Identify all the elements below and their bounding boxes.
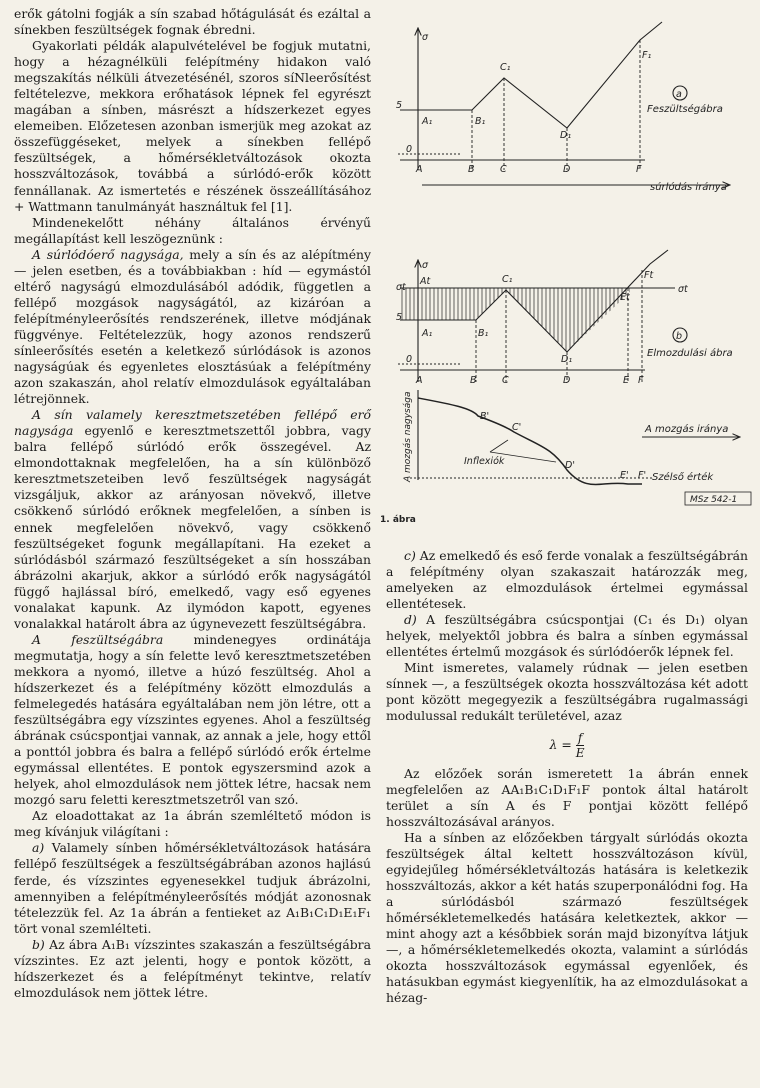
figure-code: MSz 542-1	[690, 495, 738, 505]
panel-b-xlabel-C: C	[502, 375, 509, 386]
panel-c-point-B: B'	[480, 411, 490, 422]
panel-b-axis-label: σ	[422, 260, 429, 271]
panel-c-movement-curve	[410, 390, 751, 505]
right-column-paragraph: Ha a sínben az előzőekben tárgyalt súrlódás okozta feszültségek által keltett hosszváltozáson kívül, egyidejűleg hőmérsékletváltozás hatására is keletkezik hosszváltozás, akkor a két hatás szuperponálódni fog. Ha a súrlódásból származó feszültségek hőmérsékletemelkedés hatására keletkeztek, akkor — mint ahogy azt a későbbiek során majd bizonyítva látjuk —, a hőmérsékletemelkedés okozta, valamint a súrlódás okozta hosszváltozások egymással egyenlőek, és hatásukban egymást kiegyenlítik, ha az elmozdulásokat a hézag-	[386, 829, 748, 1006]
figure-caption: 1. ábra	[380, 515, 416, 525]
right-column-paragraph: d) A feszültségábra csúcspontjai (C₁ és D₁) olyan helyek, melyektől jobbra és balra a sínben egymással ellentétes értelmű mozgások és súrlódóerők lépnek fel.	[386, 612, 748, 660]
left-column-paragraph: Az eloadottakat az 1a ábrán szemléltető módon is meg kívánjuk világítani :	[14, 808, 371, 840]
panel-c-vertical-label: A mozgás nagysága	[403, 391, 413, 482]
panel-a-tag: a	[676, 89, 682, 100]
panel-a-point-D1: D₁	[560, 130, 572, 141]
panel-a-xlabel-B: B	[468, 164, 475, 175]
panel-a-point-A1: A₁	[422, 116, 433, 127]
panel-c-point-C: C'	[512, 422, 522, 433]
formula-lambda: λ = $\frac{f}{E}$	[549, 730, 585, 760]
panel-c-point-E: E'	[620, 470, 629, 481]
panel-c-point-F: F'	[638, 470, 647, 481]
panel-a-level-0: 0	[406, 144, 413, 155]
panel-b-title: Elmozdulási ábra	[647, 348, 733, 359]
panel-a-axis-label: σ	[422, 32, 429, 43]
right-column-paragraph: c) Az emelkedő és eső ferde vonalak a feszültségábrán a felépítmény olyan szakaszait határozzák meg, amelyeken az elmozdulások értelmei egymással ellentétesek.	[386, 548, 748, 612]
panel-c-inflex-label: Inflexiók	[464, 456, 505, 467]
panel-b-xlabel-D: D	[563, 375, 571, 386]
panel-b-line-label: σt	[678, 284, 688, 295]
panel-c-extreme-label: Szélső érték	[652, 472, 714, 483]
panel-b-point-C1: C₁	[502, 274, 513, 285]
panel-a-xlabel-F: F	[636, 164, 642, 175]
panel-a-xlabel-C: C	[500, 164, 507, 175]
left-column-paragraph: a) Valamely sínben hőmérsékletváltozások hatására fellépő feszültségek a feszültségábrában azonos hajlású ferde, és vízszintes egyenesekkel tudjuk ábrázolni, amennyiben a felépítményleerősítés módját azonosnak tételezzük fel. Az 1a ábrán a fentieket az A₁B₁C₁D₁E₁F₁ tört vonal szemlélteti.	[14, 840, 371, 936]
panel-a-point-F1: F₁	[642, 50, 652, 61]
panel-a-point-B1: B₁	[475, 116, 486, 127]
figure-1	[380, 0, 760, 546]
panel-b-tag: b	[676, 331, 683, 342]
panel-c-arrow-label: A mozgás iránya	[645, 424, 729, 435]
panel-c-curve	[418, 398, 642, 485]
panel-b-level-0: 0	[406, 354, 413, 365]
panel-a-xlabel-D: D	[563, 164, 571, 175]
left-column-paragraph: Gyakorlati példák alapulvételével be fogjuk mutatni, hogy a hézagnélküli felépítmény hidakon való megszakítás nélküli átvezetésénél, szoros síNleerősítést feltételezve, mekkora erőhatások lépnek fel egyrészt magában a sínben, másrészt a hídszerkezet egyes elemeiben. Előzetesen azonban ismerjük meg azokat az összefüggéseket, melyek a sínekben fellépő feszültségek, a hőmérsékletváltozások okozta hosszváltozások, továbbá a súrlódó-erők között fennállanak. Az ismertetés e részének összeállításához + Wattmann tanulmányát használtuk fel [1].	[14, 38, 371, 214]
panel-b-xlabel-B: B	[470, 375, 477, 386]
right-column-paragraph: Az előzőek során ismeretett 1a ábrán ennek megfelelően az AA₁B₁C₁D₁F₁F pontok által határolt terület a sín A és F pontjai között fellépő hosszváltozásával arányos.	[386, 765, 748, 829]
panel-c-point-D: D'	[565, 460, 575, 471]
panel-b-point-Ft: Ft	[644, 270, 654, 281]
right-column-paragraph: Mint ismeretes, valamely rúdnak — jelen esetben sínnek —, a feszültségek okozta hosszváltozása két adott pont között megegyezik a feszültségábra rugalmassági modulussal redukált területével, azaz	[386, 660, 748, 724]
left-column-paragraph: Mindenekelőtt néhány általános érvényű megállapítást kell leszögeznünk :	[14, 214, 371, 246]
panel-a-stress-line	[400, 22, 662, 128]
panel-b-level-sigma-t: σt	[396, 282, 406, 293]
panel-b-point-B1: B₁	[478, 328, 489, 339]
left-text-column	[14, 6, 371, 1001]
panel-b-point-Et: Et	[620, 292, 630, 303]
panel-b-point-A1: A₁	[422, 328, 433, 339]
panel-b-xlabel-E: E	[623, 375, 630, 386]
panel-b-point-At: At	[420, 276, 431, 287]
panel-b-xlabel-F: F	[638, 375, 644, 386]
panel-a-xlabel-A: A	[416, 164, 423, 175]
left-column-paragraph: A súrlódóerő nagysága, mely a sín és az alépítmény — jelen esetben, és a továbbiakban : híd — egymástól eltérő nagyságú elmozdulásából adódik, független a fellépő mozgások nagyságától, az kizáróan a felépítményleerősítés rendszerének, illetve módjának függvénye. Feltételezzük, hogy azonos rendszerű sínleerősítés esetén a keletkező súrlódások is azonos nagyságúak és egyenletes elosztásúak a felépítmény azon szakaszán, ahol relatív elmozdulások egyáltalában létrejönnek.	[14, 246, 372, 407]
left-column-paragraph: A feszültségábra mindenegyes ordinátája megmutatja, hogy a sín felette levő keresztmetszetében mekkora a nyomó, illetve a húzó feszültség. Ahol a hídszerkezet és a felépítmény között elmozdulás a felmelegedés hatására egyáltalában nem jön létre, ott a feszültségábra egy vízszintes egyenes. Ahol a feszültség ábrának csúcspontjai vannak, az annak a jele, hogy ettől a ponttól jobbra és balra a fellépő súrlódó erők értelme egymással ellentétes. E pontok egyszersmind azok a helyek, ahol elmozdulások nem jöttek létre, hacsak nem mozgó saru feletti keresztmetszetről van szó.	[14, 631, 371, 808]
panel-a-title: Feszültségábra	[647, 104, 723, 115]
left-column-paragraph: A sín valamely keresztmetszetében fellépő erő nagysága egyenlő e keresztmetszettől jobbra, vagy balra fellépő súrlódó erők összegével. Az elmondottaknak megfelelően, ha a sín különböző keresztmetszeteiben levő feszültségek nagyságát vizsgáljuk, akkor az arányosan növekvő, illetve csökkenő súrlódó erőknek megfelelően, a sínben is ennek megfelelően növekvő, vagy csökkenő feszültségeket fogunk megállapítani. Ha ezeket a súrlódásból származó feszültségeket a sín hosszában ábrázolni akarjuk, akkor a súrlódó erők nagyságától függő hajlással bíró, emelkedő, vagy eső egyenes vonalakat kapunk. Az ilymódon kapott, egyenes vonalakkal határolt ábra az úgynevezett feszültségábra.	[14, 407, 371, 631]
panel-b-level-5: 5	[396, 312, 403, 323]
right-text-column	[386, 548, 748, 1006]
panel-b-point-D1: D₁	[561, 354, 573, 365]
panel-a-arrow-label: súrlódás iránya	[650, 182, 727, 193]
panel-a-point-C1: C₁	[500, 62, 511, 73]
panel-a-level-5: 5	[396, 100, 403, 111]
left-column-paragraph: b) Az ábra A₁B₁ vízszintes szakaszán a feszültségábra vízszintes. Ez azt jelenti, hogy e pontok között, a hídszerkezet és a felépítményt tekintve, relatív elmozdulások nem jöttek létre.	[14, 936, 371, 1000]
left-column-paragraph: erők gátolni fogják a sín szabad hőtágulását és ezáltal a sínekben feszültségek fognak ébredni.	[14, 6, 371, 38]
panel-b-xlabel-A: A	[416, 375, 423, 386]
